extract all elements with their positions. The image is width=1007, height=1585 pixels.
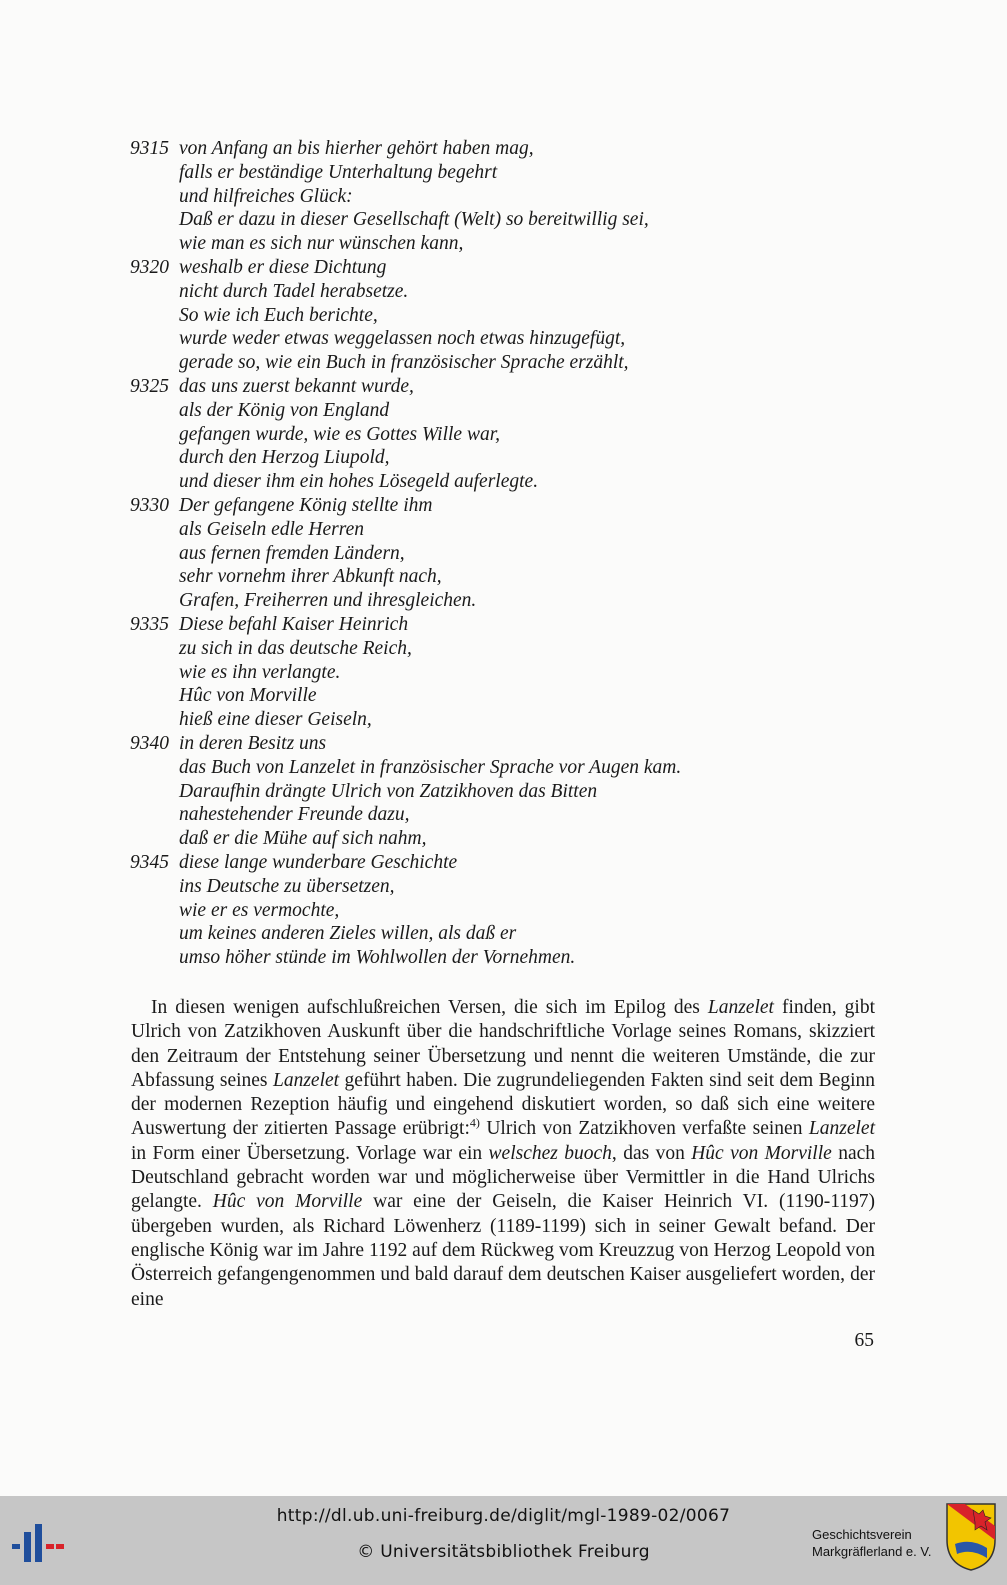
verse-text: gerade so, wie ein Buch in französischer Sprache erzählt, xyxy=(179,352,629,374)
verse-line xyxy=(130,446,890,470)
verse-text: als der König von England xyxy=(179,399,390,421)
text-run: in Form einer Übersetzung. Vorlage war ein xyxy=(131,1142,489,1164)
org-line: Markgräflerland e. V. xyxy=(812,1544,932,1559)
verse-line xyxy=(130,851,890,875)
verse-line xyxy=(130,494,890,518)
verse-text: das Buch von Lanzelet in französischer Sprache vor Augen kam. xyxy=(179,756,682,778)
verse-number: 9330 xyxy=(130,494,169,516)
verse-line xyxy=(130,137,890,161)
italic-title: Lanzelet xyxy=(707,997,774,1018)
verse-line xyxy=(130,256,890,280)
organization-name xyxy=(812,1526,942,1560)
text-run: war eine der Geiseln, die Kaiser Heinrich VI. (1190-1197) übergeben wurden, als Richard Löwenherz (1189-1199) sich in seiner Gewalt befand. Der englische König war im Jahre 1192 auf dem Rückweg vom Kreuzzug von Herzog Leopold von Österreich gefangengenommen und bald darauf dem deutschen Kaiser ausgeliefert worden, der eine xyxy=(131,1191,875,1310)
italic-name: Hûc von Morville xyxy=(691,1142,832,1164)
verse-line xyxy=(130,875,890,899)
text-run: nach Deutschland gebracht worden war und möglicherweise über Vermittler in die Hand Ulrichs gelangte. xyxy=(131,1142,875,1213)
italic-title: Lanzelet xyxy=(808,1118,876,1140)
verse-text: Grafen, Freiherren und ihresgleichen. xyxy=(179,590,477,612)
verse-line xyxy=(130,399,890,423)
verse-text: als Geiseln edle Herren xyxy=(179,518,365,540)
verse-text: wie man es sich nur wünschen kann, xyxy=(179,233,464,255)
verse-line xyxy=(130,185,890,209)
verse-line xyxy=(130,732,890,756)
verse-number: 9340 xyxy=(130,732,169,754)
verse-line xyxy=(130,304,890,328)
page-number: 65 xyxy=(854,1330,874,1351)
prose-paragraph xyxy=(131,996,875,1312)
verse-text: wie er es vermochte, xyxy=(179,899,340,921)
verse-line xyxy=(130,232,890,256)
text-run: In diesen wenigen aufschlußreichen Versen, die sich im Epilog des xyxy=(151,997,708,1018)
verse-line xyxy=(130,803,890,827)
verse-line xyxy=(130,208,890,232)
verse-text: Hûc von Morville xyxy=(179,685,317,707)
verse-line xyxy=(130,470,890,494)
verse-text: Der gefangene König stellte ihm xyxy=(179,494,433,516)
verse-text: falls er beständige Unterhaltung begehrt xyxy=(179,161,498,183)
verse-line xyxy=(130,518,890,542)
verse-text: zu sich in das deutsche Reich, xyxy=(179,637,412,659)
verse-number: 9345 xyxy=(130,851,169,873)
text-run: finden, gibt Ulrich von Zatzikhoven Auskunft über die handschriftliche Vorlage seines Romans, skizziert den Zeitraum der Entstehung seiner Übersetzung und nennt die weiteren Umstände, die zur Abfassung seines xyxy=(131,997,876,1091)
verse-text: diese lange wunderbare Geschichte xyxy=(179,851,458,873)
verse-text: in deren Besitz uns xyxy=(179,732,327,754)
copyright-text: © Universitätsbibliothek Freiburg xyxy=(357,1542,650,1562)
verse-text: sehr vornehm ihrer Abkunft nach, xyxy=(179,566,442,588)
coat-of-arms-icon xyxy=(945,1502,997,1572)
verse-block xyxy=(130,137,890,970)
text-run: Ulrich von Zatzikhoven verfaßte seinen xyxy=(479,1118,809,1140)
document-url-link[interactable]: http://dl.ub.uni-freiburg.de/diglit/mgl-1989-02/0067 xyxy=(276,1506,731,1526)
verse-line xyxy=(130,423,890,447)
verse-line xyxy=(130,280,890,304)
verse-line xyxy=(130,899,890,923)
verse-line xyxy=(130,637,890,661)
verse-line xyxy=(130,613,890,637)
verse-text: hieß eine dieser Geiseln, xyxy=(179,709,372,731)
verse-line xyxy=(130,780,890,804)
verse-text: nicht durch Tadel herabsetze. xyxy=(179,280,409,302)
verse-line xyxy=(130,684,890,708)
verse-text: wurde weder etwas weggelassen noch etwas hinzugefügt, xyxy=(179,328,626,350)
italic-title: Lanzelet xyxy=(272,1069,340,1091)
verse-number: 9325 xyxy=(130,375,169,397)
verse-text: wie es ihn verlangte. xyxy=(179,661,341,683)
verse-line xyxy=(130,922,890,946)
verse-text: nahestehender Freunde dazu, xyxy=(179,804,410,826)
verse-text: von Anfang an bis hierher gehört haben mag, xyxy=(179,138,534,159)
text-run: , das von xyxy=(611,1142,692,1164)
verse-number: 9315 xyxy=(130,138,169,159)
verse-line xyxy=(130,351,890,375)
verse-line xyxy=(130,327,890,351)
verse-text: So wie ich Euch berichte, xyxy=(179,304,378,326)
verse-line xyxy=(130,542,890,566)
verse-text: umso höher stünde im Wohlwollen der Vornehmen. xyxy=(179,947,576,969)
org-line: Geschichtsverein xyxy=(812,1527,912,1542)
verse-number: 9320 xyxy=(130,256,169,278)
verse-text: und dieser ihm ein hohes Lösegeld auferlegte. xyxy=(179,471,539,493)
italic-name: Hûc von Morville xyxy=(212,1191,363,1213)
paragraph xyxy=(131,996,875,1312)
verse-line xyxy=(130,661,890,685)
verse-line xyxy=(130,565,890,589)
verse-line xyxy=(130,946,890,970)
footnote-ref: 4) xyxy=(469,1115,480,1130)
verse-line xyxy=(130,375,890,399)
verse-number: 9335 xyxy=(130,613,169,635)
verse-text: gefangen wurde, wie es Gottes Wille war, xyxy=(179,423,500,445)
verse-text: um keines anderen Zieles willen, als daß er xyxy=(179,923,517,945)
verse-text: durch den Herzog Liupold, xyxy=(179,447,390,469)
verse-text: das uns zuerst bekannt wurde, xyxy=(179,375,414,397)
verse-line xyxy=(130,708,890,732)
verse-line xyxy=(130,161,890,185)
verse-text: Diese befahl Kaiser Heinrich xyxy=(179,613,409,635)
verse-line xyxy=(130,589,890,613)
verse-text: Daraufhin drängte Ulrich von Zatzikhoven das Bitten xyxy=(179,780,598,802)
verse-text: und hilfreiches Glück: xyxy=(179,185,353,207)
italic-term: welschez buoch xyxy=(488,1142,612,1164)
verse-text: Daß er dazu in dieser Gesellschaft (Welt) so bereitwillig sei, xyxy=(179,209,649,231)
verse-line xyxy=(130,756,890,780)
verse-line xyxy=(130,827,890,851)
verse-text: aus fernen fremden Ländern, xyxy=(179,542,405,564)
verse-text: ins Deutsche zu übersetzen, xyxy=(179,875,395,897)
footer-bar xyxy=(0,1496,1007,1585)
text-run: geführt haben. Die zugrundeliegenden Fakten sind seit dem Beginn der modernen Rezeption häufig und eingehend diskutiert worden, so daß sich eine weitere Auswertung der zitierten Passage erübrigt: xyxy=(131,1069,875,1140)
verse-text: daß er die Mühe auf sich nahm, xyxy=(179,828,427,850)
verse-text: weshalb er diese Dichtung xyxy=(179,256,387,278)
